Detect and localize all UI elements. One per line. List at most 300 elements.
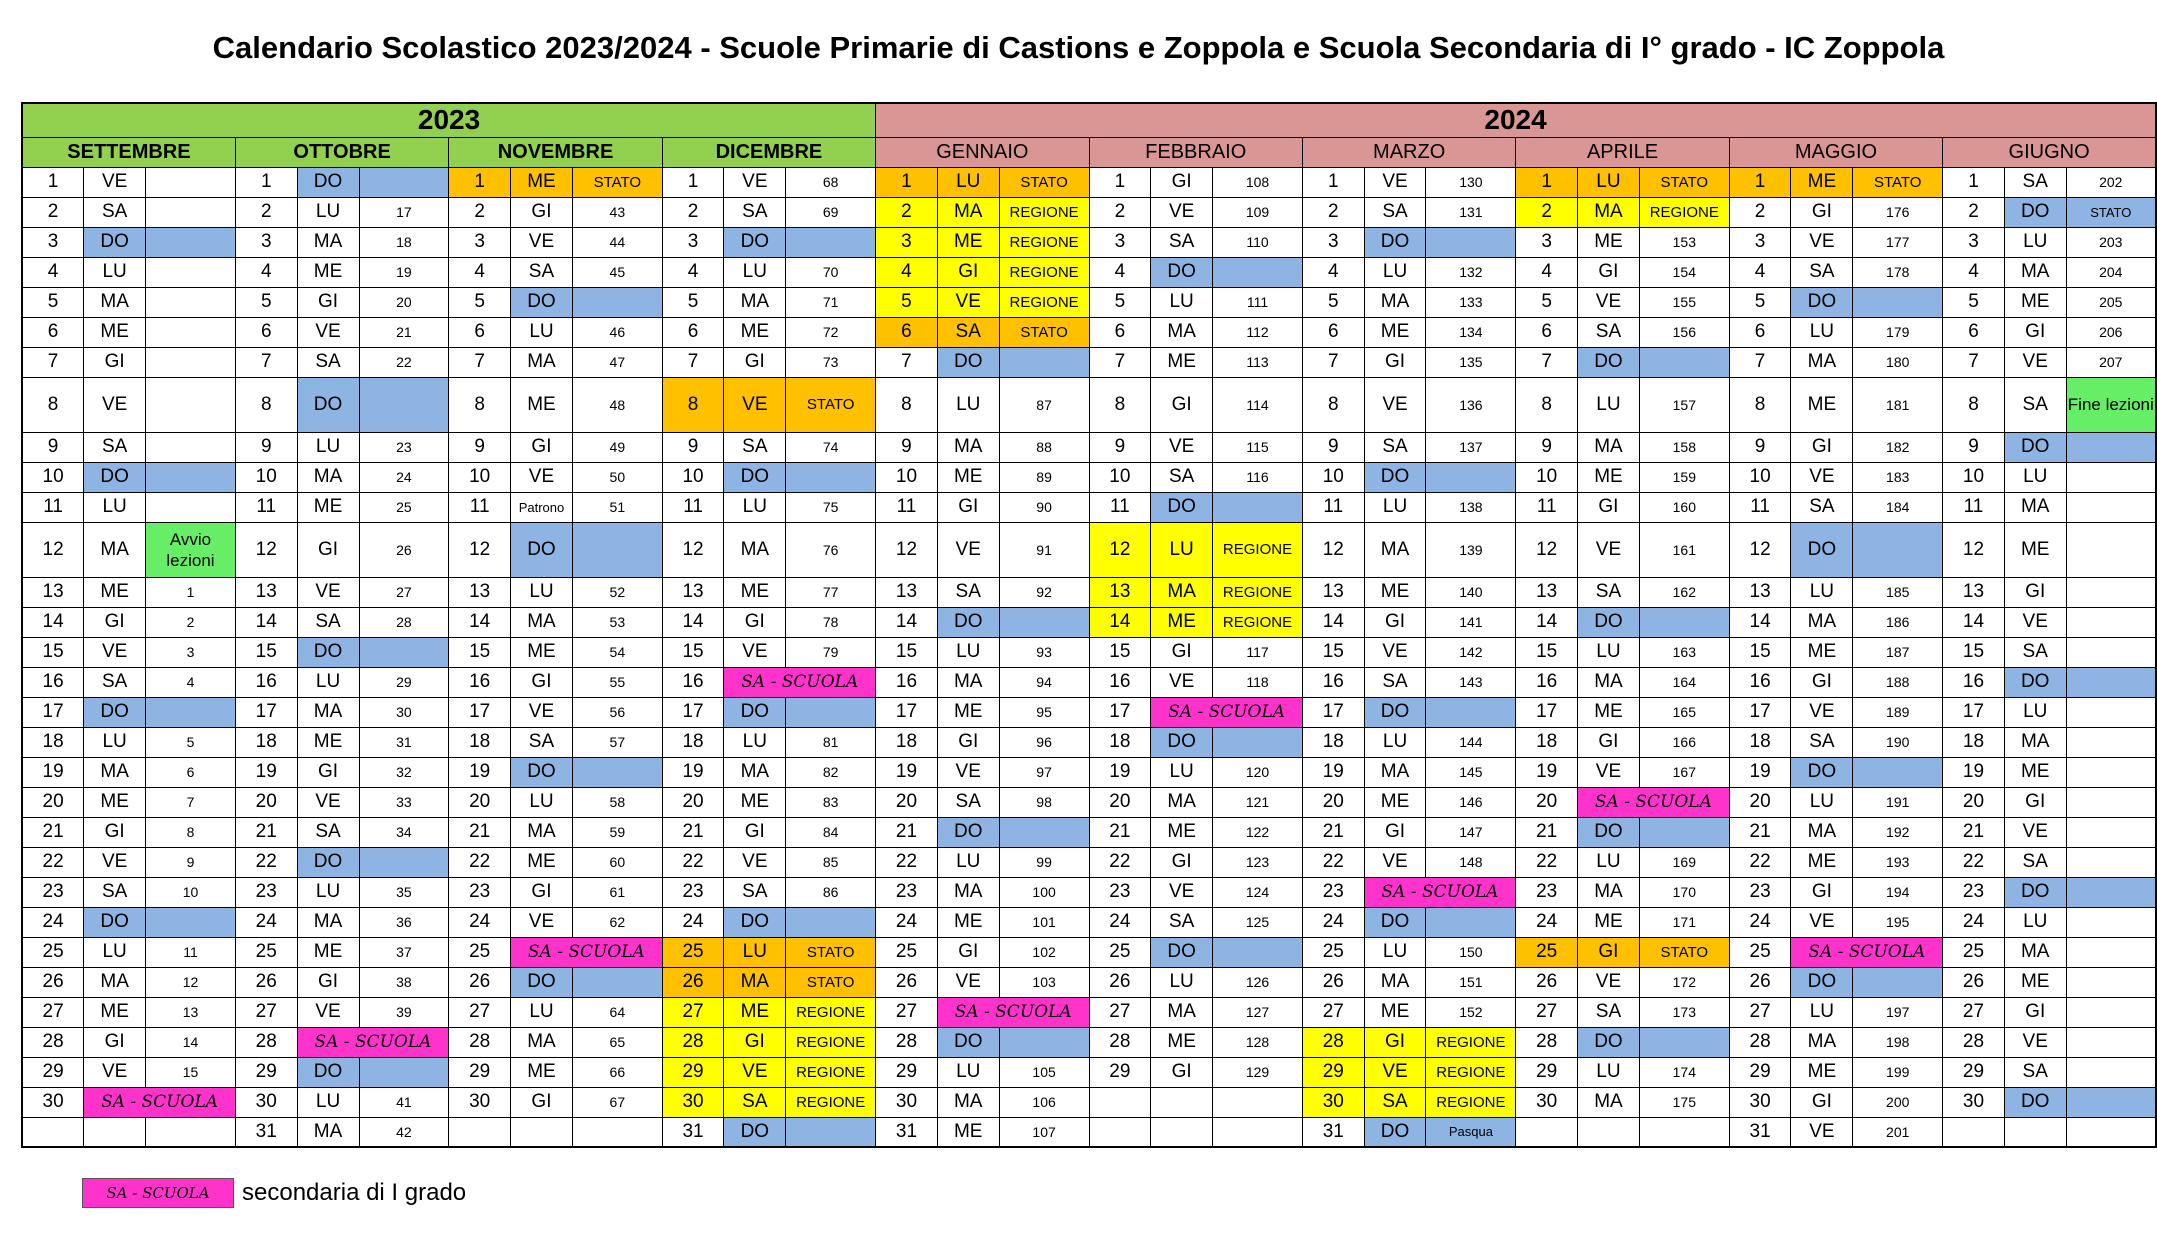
day-number: 19 [1302,757,1364,787]
weekday: SA [511,727,573,757]
day-number: 29 [662,1057,724,1087]
day-note: 156 [1639,317,1729,347]
day-note: 9 [146,847,236,877]
month-header-aprile: APRILE [1516,137,1729,167]
weekday: ME [937,697,999,727]
weekday: MA [1791,817,1853,847]
day-note [1639,347,1729,377]
day-note: 116 [1213,462,1303,492]
day-number: 23 [235,877,297,907]
day-note [1639,1117,1729,1147]
day-note: 76 [786,522,876,577]
day-number: 19 [449,757,511,787]
day-note [146,347,236,377]
weekday: DO [724,907,786,937]
day-number: 29 [1302,1057,1364,1087]
weekday: SA [297,347,359,377]
weekday: DO [1791,522,1853,577]
weekday: ME [724,997,786,1027]
weekday: ME [297,937,359,967]
weekday: DO [1151,492,1213,522]
day-note: 39 [359,997,449,1027]
day-note: 173 [1639,997,1729,1027]
weekday: DO [297,1057,359,1087]
calendar-row [22,757,2156,787]
day-number: 4 [1516,257,1578,287]
day-note [359,847,449,877]
calendar-row [22,937,2156,967]
weekday: ME [297,727,359,757]
day-number: 7 [1089,347,1151,377]
weekday: ME [1364,997,1426,1027]
weekday: DO [84,227,146,257]
weekday: VE [511,227,573,257]
day-note: 154 [1639,257,1729,287]
day-note: 70 [786,257,876,287]
weekday: SA [1578,317,1640,347]
day-note: 102 [999,937,1089,967]
day-note: 144 [1426,727,1516,757]
weekday: GI [1578,492,1640,522]
day-number: 8 [1729,377,1791,432]
weekday: DO [1364,227,1426,257]
day-note: 42 [359,1117,449,1147]
day-number: 18 [1302,727,1364,757]
weekday: DO [1578,607,1640,637]
weekday: DO [724,1117,786,1147]
day-note: 44 [572,227,662,257]
weekday: ME [937,907,999,937]
day-note: 11 [146,937,236,967]
weekday: SA [1364,197,1426,227]
day-note: 10 [146,877,236,907]
day-number: 14 [22,607,84,637]
day-number: 23 [876,877,938,907]
day-number: 20 [1729,787,1791,817]
day-note: 138 [1426,492,1516,522]
day-note: 32 [359,757,449,787]
day-number: 20 [876,787,938,817]
day-number: 12 [1089,522,1151,577]
weekday: LU [724,257,786,287]
day-number: 11 [1302,492,1364,522]
day-number: 13 [449,577,511,607]
weekday: MA [1364,967,1426,997]
weekday: DO [724,697,786,727]
day-note [2066,1087,2156,1117]
day-note: REGIONE [999,257,1089,287]
day-number: 15 [662,637,724,667]
day-note [786,1117,876,1147]
day-number: 2 [662,197,724,227]
day-number: 23 [1729,877,1791,907]
day-number: 26 [22,967,84,997]
day-note: REGIONE [1426,1057,1516,1087]
day-note [146,432,236,462]
weekday: LU [1151,287,1213,317]
weekday: DO [1578,817,1640,847]
weekday: LU [297,667,359,697]
weekday: ME [511,377,573,432]
day-note [359,167,449,197]
day-number: 17 [1516,697,1578,727]
weekday: LU [1791,787,1853,817]
weekday: SA [937,787,999,817]
day-note [2066,577,2156,607]
day-number: 15 [22,637,84,667]
weekday: VE [84,377,146,432]
day-number: 27 [1302,997,1364,1027]
day-number: 16 [662,667,724,697]
day-number: 25 [1943,937,2005,967]
weekday: MA [297,227,359,257]
day-number: 7 [449,347,511,377]
day-note: 96 [999,727,1089,757]
day-note [2066,697,2156,727]
legend-swatch: SA - SCUOLA [82,1178,234,1208]
day-note: 95 [999,697,1089,727]
day-note: 169 [1639,847,1729,877]
weekday: SA [1151,227,1213,257]
weekday: DO [2004,877,2066,907]
day-number: 27 [1729,997,1791,1027]
day-note: REGIONE [999,227,1089,257]
weekday: LU [1364,727,1426,757]
weekday: GI [297,757,359,787]
day-note: REGIONE [786,1057,876,1087]
day-number: 11 [1729,492,1791,522]
day-number: 9 [1089,432,1151,462]
day-number: 29 [1516,1057,1578,1087]
day-note [1213,1117,1303,1147]
day-number: 20 [1302,787,1364,817]
day-note: STATO [786,967,876,997]
day-number: 16 [22,667,84,697]
day-number: 2 [1729,197,1791,227]
day-note [2066,1027,2156,1057]
weekday: SA [1578,997,1640,1027]
day-note [1426,462,1516,492]
day-note: 132 [1426,257,1516,287]
day-number: 10 [1729,462,1791,492]
day-note: 164 [1639,667,1729,697]
weekday: ME [2004,522,2066,577]
day-number: 3 [1516,227,1578,257]
weekday: SA [937,317,999,347]
day-note [1213,1087,1303,1117]
weekday: MA [511,347,573,377]
day-number: 21 [876,817,938,847]
day-number: 16 [1729,667,1791,697]
day-number: 1 [1089,167,1151,197]
weekday: VE [84,167,146,197]
day-note: 113 [1213,347,1303,377]
day-number: 2 [235,197,297,227]
day-number: 10 [22,462,84,492]
weekday: VE [724,637,786,667]
day-note: 152 [1426,997,1516,1027]
day-note: 64 [572,997,662,1027]
day-number: 26 [1943,967,2005,997]
day-number: 28 [1516,1027,1578,1057]
day-number: 13 [1516,577,1578,607]
day-number: 17 [22,697,84,727]
weekday: VE [937,522,999,577]
day-number: 2 [1943,197,2005,227]
weekday: GI [84,817,146,847]
day-note: 68 [786,167,876,197]
day-note: 106 [999,1087,1089,1117]
day-note: 18 [359,227,449,257]
weekday: ME [1791,167,1853,197]
weekday [1578,1117,1640,1147]
day-note: 50 [572,462,662,492]
day-number: 30 [449,1087,511,1117]
weekday: LU [297,197,359,227]
weekday: DO [937,607,999,637]
day-number: 3 [1943,227,2005,257]
day-note: 142 [1426,637,1516,667]
day-number: 20 [662,787,724,817]
day-number: 9 [876,432,938,462]
weekday: GI [2004,577,2066,607]
day-note [786,907,876,937]
day-note: 162 [1639,577,1729,607]
day-number: 17 [235,697,297,727]
weekday [84,1117,146,1147]
day-number: 27 [1943,997,2005,1027]
day-number: 16 [1302,667,1364,697]
day-note: 97 [999,757,1089,787]
weekday: VE [1578,967,1640,997]
weekday: SA [2004,637,2066,667]
day-number: 23 [1089,877,1151,907]
weekday: ME [511,847,573,877]
day-number: 22 [22,847,84,877]
day-number: 18 [1516,727,1578,757]
day-note: 163 [1639,637,1729,667]
day-number: 11 [235,492,297,522]
weekday: LU [297,1087,359,1117]
day-note: 24 [359,462,449,492]
day-note: STATO [2066,197,2156,227]
day-note: 206 [2066,317,2156,347]
weekday: GI [1364,347,1426,377]
weekday: LU [511,317,573,347]
weekday: SA [1151,907,1213,937]
weekday: DO [724,227,786,257]
weekday: DO [511,967,573,997]
weekday: LU [2004,907,2066,937]
weekday: MA [297,907,359,937]
day-number: 13 [1302,577,1364,607]
weekday: DO [937,347,999,377]
weekday: VE [511,462,573,492]
day-number: 12 [235,522,297,577]
weekday: MA [297,462,359,492]
day-note: 129 [1213,1057,1303,1087]
day-number: 13 [1943,577,2005,607]
day-note [2066,607,2156,637]
day-number: 26 [1729,967,1791,997]
day-note: 33 [359,787,449,817]
day-number: 13 [1729,577,1791,607]
day-number: 27 [449,997,511,1027]
weekday: LU [1578,377,1640,432]
day-number: 13 [1089,577,1151,607]
weekday: VE [2004,347,2066,377]
day-number: 5 [876,287,938,317]
weekday: MA [84,757,146,787]
school-event-label: SA - SCUOLA [741,672,859,692]
weekday: GI [84,1027,146,1057]
day-number: 18 [1089,727,1151,757]
day-note: 93 [999,637,1089,667]
day-note: 67 [572,1087,662,1117]
day-note: 75 [786,492,876,522]
day-number: 23 [1302,877,1364,907]
day-number: 22 [449,847,511,877]
weekday: MA [1578,877,1640,907]
day-number: 28 [1089,1027,1151,1057]
weekday: DO [1791,967,1853,997]
weekday: VE [2004,817,2066,847]
day-number: 8 [22,377,84,432]
weekday: MA [937,667,999,697]
day-number: 8 [1943,377,2005,432]
weekday: VE [937,287,999,317]
weekday: ME [724,577,786,607]
weekday: VE [1151,877,1213,907]
calendar-row [22,577,2156,607]
day-number: 27 [1516,997,1578,1027]
day-number: 23 [662,877,724,907]
day-note: 207 [2066,347,2156,377]
day-note: 125 [1213,907,1303,937]
weekday: SA [84,877,146,907]
weekday: GI [511,197,573,227]
weekday: MA [84,967,146,997]
day-note: 19 [359,257,449,287]
day-number: 22 [662,847,724,877]
day-number: 25 [1516,937,1578,967]
day-note: 83 [786,787,876,817]
day-number: 3 [1302,227,1364,257]
school-event-label: SA - SCUOLA [1168,702,1286,722]
day-number: 15 [876,637,938,667]
day-number: 17 [876,697,938,727]
weekday: VE [1151,197,1213,227]
weekday: VE [2004,1027,2066,1057]
weekday: LU [2004,227,2066,257]
weekday [1151,1117,1213,1147]
weekday: MA [937,197,999,227]
day-number: 12 [1943,522,2005,577]
weekday: LU [297,432,359,462]
weekday: MA [297,697,359,727]
day-number: 16 [1516,667,1578,697]
weekday: VE [297,787,359,817]
day-note: 14 [146,1027,236,1057]
weekday: SA [724,432,786,462]
calendar-row [22,432,2156,462]
day-number: 7 [1516,347,1578,377]
weekday: GI [1151,637,1213,667]
day-note: 165 [1639,697,1729,727]
month-header-settembre: SETTEMBRE [22,137,235,167]
weekday: GI [511,667,573,697]
day-note [146,287,236,317]
day-number: 19 [22,757,84,787]
month-header-giugno: GIUGNO [1943,137,2156,167]
calendar-row [22,697,2156,727]
day-note: REGIONE [1213,607,1303,637]
day-note: REGIONE [1426,1087,1516,1117]
weekday: VE [1364,1057,1426,1087]
day-number: 1 [22,167,84,197]
day-number: 4 [1943,257,2005,287]
day-number: 4 [22,257,84,287]
weekday: MA [2004,727,2066,757]
day-note: 48 [572,377,662,432]
day-note: 187 [1853,637,1943,667]
day-number: 2 [449,197,511,227]
day-number: 16 [1943,667,2005,697]
day-number: 25 [876,937,938,967]
day-note: 21 [359,317,449,347]
day-note: 26 [359,522,449,577]
weekday: ME [1364,787,1426,817]
day-number: 28 [662,1027,724,1057]
day-number: 6 [662,317,724,347]
day-note: 69 [786,197,876,227]
day-note: REGIONE [1639,197,1729,227]
day-note: 17 [359,197,449,227]
weekday: LU [1578,1057,1640,1087]
calendar-row [22,522,2156,577]
day-number: 28 [1729,1027,1791,1057]
weekday: MA [1791,1027,1853,1057]
weekday: DO [511,287,573,317]
day-note: 133 [1426,287,1516,317]
day-note [146,167,236,197]
weekday: GI [1791,1087,1853,1117]
day-note [146,907,236,937]
day-note: 112 [1213,317,1303,347]
weekday: MA [1364,757,1426,787]
day-number: 2 [876,197,938,227]
weekday: LU [1151,757,1213,787]
day-note: 151 [1426,967,1516,997]
day-note: 38 [359,967,449,997]
day-note [146,227,236,257]
day-note: 185 [1853,577,1943,607]
weekday: DO [724,462,786,492]
calendar-row [22,197,2156,227]
day-note: 188 [1853,667,1943,697]
day-number: 29 [22,1057,84,1087]
weekday: GI [724,347,786,377]
weekday: LU [1364,492,1426,522]
weekday: LU [1151,967,1213,997]
day-note [1639,1027,1729,1057]
day-note: 101 [999,907,1089,937]
day-note: 61 [572,877,662,907]
weekday: GI [1364,1027,1426,1057]
day-note: 2 [146,607,236,637]
weekday: VE [724,847,786,877]
day-number: 4 [1089,257,1151,287]
